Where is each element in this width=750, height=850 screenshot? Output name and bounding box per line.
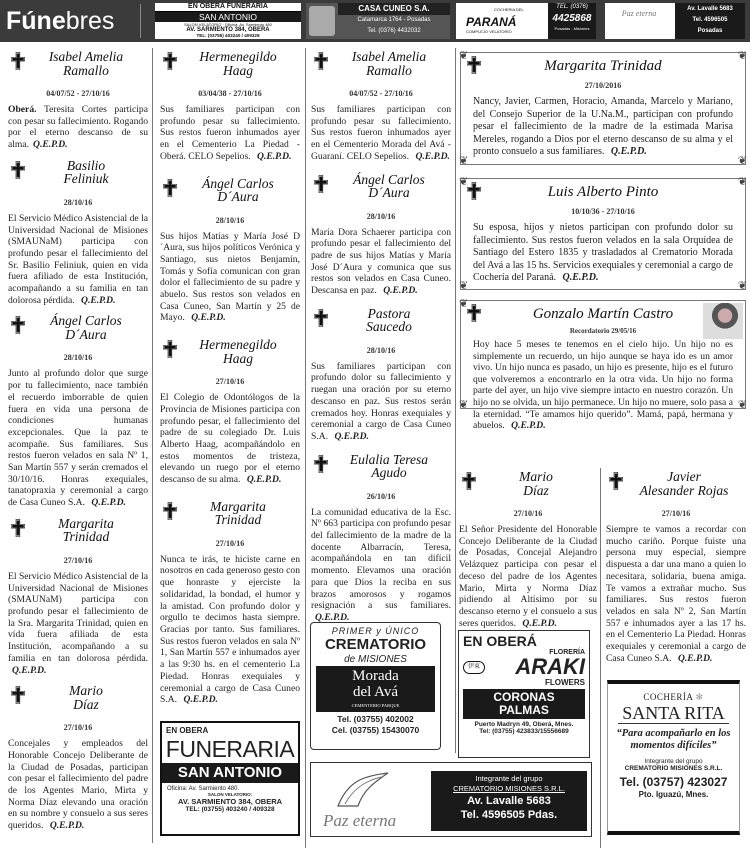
obituary (8, 684, 148, 832)
cross-icon (11, 316, 25, 334)
corner-ornament-icon: ❦ (737, 176, 747, 188)
obituary-date: 28/10/16 (366, 211, 396, 221)
cross-icon (11, 161, 25, 179)
cross-icon (11, 52, 25, 70)
corner-ornament-icon: ❦ (459, 399, 469, 411)
obituary-date: 27/10/2016 (584, 81, 622, 90)
deceased-name: Margarita Trinidad (544, 58, 662, 74)
obituary-date: Recordatorio 29/05/16 (569, 327, 637, 335)
deceased-name: Isabel Amelia Ramallo (351, 49, 427, 78)
corner-ornament-icon: ❦ (459, 176, 469, 188)
column-divider (305, 48, 306, 848)
obituary-date: 27/10/16 (215, 377, 245, 387)
obituary-date: 27/10/16 (63, 723, 93, 733)
column-divider (600, 468, 601, 848)
obituary (8, 159, 148, 307)
obituary-date: 03/04/38 - 27/10/16 (198, 89, 262, 98)
corner-ornament-icon: ❦ (737, 155, 747, 167)
column-3 (311, 50, 451, 624)
obituary-text: Sus familiares participan con profundo pesar su fallecimiento. Sus restos fueron inhumados ayer en el Cementerio La Piedad - Oberá. CELO Sepelios. Q.E.P.D. (160, 104, 300, 162)
obituary (606, 470, 746, 664)
obituary (8, 517, 148, 676)
obituary-text: Sus hijos Matías y María José D´Aura, sus hijos políticos Verónica y Santiago, sus nietos Benjamín, Tomás y Sofía comunican con gran dolor el fallecimiento de su padre y abuelo. Sus restos son velados en Casa Cuneo, San Martín y 25 de Mayo. Q.E.P.D. (160, 230, 300, 324)
obituary-text: María Dora Schaerer participa con profundo pesar el fallecimiento del padre de sus hijos Matías y María José D´Aura y comunica que sus restos son velados en Casa Cuneo. Descansa en paz. Q.E.P.D. (311, 226, 451, 297)
cross-icon (314, 455, 328, 473)
obituary-date: 27/10/16 (661, 509, 691, 518)
obituary-text: La comunidad educativa de la Esc. Nº 663 participa con profundo pesar del fallecimiento de la madre de la docente Albarracín, Teresa, acompañándola en tan difícil momento. Elevamos una oración para que Dios la reciba en sus brazos amorosos y rogamos resignación a sus familiares. Q.E.P.D. (311, 506, 451, 623)
obituary-date: 04/07/52 - 27/10/16 (349, 89, 413, 98)
deceased-name: Javier Alesander Rojas (639, 469, 729, 498)
obituary-text: Hoy hace 5 meses te tenemos en el cielo hijo. Un hijo no es simplemente un recuerdo, un hijo aunque se haya ido es un amor vivo. Un hijo nunca es pasado, un hijo es presente, hijo es el futuro que volveremos a encontrarlo en la otra vida. Un hijo no forma parte del ayer, un hijo vive siempre intacto en nuestro corazón. Un hijo no se olvida, un hijo permanece. Un hijo no muere, solo pasa a la eternidad. “Te amamos hijo querido”. Mamá, papá, hermana y abuelos. Q.E.P.D. (473, 339, 733, 432)
divider (140, 4, 141, 38)
cross-icon (314, 309, 328, 327)
obituary (160, 500, 300, 706)
column-4 (459, 470, 597, 629)
corner-ornament-icon: ❦ (737, 280, 747, 292)
obituary-text: El Colegio de Odontólogos de la Provincia de Misiones participa con profundo pesar, el fallecimiento del padre de su colegiado Dr. Luis Alberto Haag, acompañándolo en estos momentos de tristeza, elevando un ruego por el eterno descanso de su alma. Q.E.P.D. (160, 392, 300, 486)
ad-san-antonio-header: EN OBERA FUNERARIA SAN ANTONIO SALON VELATORIO · Oficina: Av. Sarmiento 480 AV. SARMIENTO 384, OBERA TEL: (03755) 403240 / 409328 (155, 3, 301, 39)
column-5 (606, 470, 746, 664)
ad-cocheria-parana-header: COCHERIA DEL PARANÁ COMPLEJO VELATORIO TEL. (0376) 4425868 Posadas - Misiones (456, 3, 596, 39)
obituary-text: Concejales y empleados del Honorable Concejo Deliberante de la Ciudad de Posadas, participan con pesar el fallecimiento del padre de los Agentes Mario, Mirta y Norma Díaz elevando una oración en su nombre y consuelo a sus seres queridos. Q.E.P.D. (8, 738, 148, 832)
cross-icon (609, 472, 623, 490)
obituary-text: Oberá. Teresita Cortes participa con pesar su fallecimiento. Rogando por el eterno descanso de su alma. Q.E.P.D. (8, 104, 148, 151)
cross-icon (11, 686, 25, 704)
obituary-text: Su esposa, hijos y nietos participan con profundo dolor su fallecimiento. Sus restos fueron velados en la sala Orquídea de Santiago del Estero 1835 y trasladados al Crematorio Morada del Avá a las 15 hs. Servicios exequiales y ceremonial a cargo de Cochería del Paraná. Q.E.P.D. (473, 222, 733, 283)
corner-ornament-icon: ❦ (459, 298, 469, 310)
ad-paz-eterna: Paz eterna Integrante del grupo CREMATORIO MISIONES S.R.L. Av. Lavalle 5683 Tel. 4596505 Pdas. (310, 762, 592, 837)
cross-icon (163, 179, 177, 197)
cross-icon (467, 182, 481, 200)
ad-paz-eterna-header: Paz eterna Av. Lavalle 5683 Tel. 4596505 Posadas (605, 3, 745, 39)
obituary-date: 10/10/36 - 27/10/16 (571, 207, 635, 216)
corner-ornament-icon: ❦ (459, 280, 469, 292)
deceased-name: Pastora Saucedo (366, 305, 412, 335)
cross-icon (163, 502, 177, 520)
obituary (160, 338, 300, 486)
corner-ornament-icon: ❦ (737, 50, 747, 62)
obituary-text: El Servicio Médico Asistencial de la Universidad Nacional de Misiones (SMAUNaM) participa con profundo pesar el fallecimiento del Sr. Basilio Feliniuk, quien en vida fuera afiliado de esta Institución, acompañando a su familia en tan dolorosa pérdida. Q.E.P.D. (8, 212, 148, 306)
obituary-date: 27/10/16 (63, 555, 93, 565)
deceased-name: Isabel Amelia Ramallo (48, 49, 124, 78)
column-2 (160, 50, 300, 706)
section-title: Fúnebres (6, 7, 115, 35)
dove-icon (333, 771, 393, 811)
obituary-date: 28/10/16 (63, 197, 93, 207)
paz-eterna-logo: Paz eterna (323, 771, 403, 831)
cross-icon (467, 56, 481, 74)
obituary (160, 177, 300, 325)
cross-icon (163, 340, 177, 358)
flower-icon: ✻ (695, 692, 704, 702)
column-divider (455, 48, 456, 753)
obituary-date: 28/10/16 (63, 353, 93, 363)
obituary-text: El Señor Presidente del Honorable Concejo Deliberante de la Ciudad de Posadas, Concejal Alejandro Velázquez participa con pesar el deceso del padre de los Agentes Mario, Mirta y Norma Díaz pidiendo al Altísimo por su descanso eterno y el consuelo a sus seres queridos. Q.E.P.D. (459, 524, 597, 629)
obituary (311, 307, 451, 443)
ad-floreria-araki: EN OBERÁ FLORERÍA 伊東 ARAKI FLOWERS CORONAS PALMAS Puerto Madryn 49, Oberá, Mnes. Tel: (03755) 423833/15556689 (458, 630, 590, 758)
obituary-text: Sus familiares participan con profundo dolor su fallecimiento y ruegan una oración por su eterno descanso en paz. Sus restos serán cremados hoy. Honras exequiales y ceremonial a cargo de Casa Cuneo S.A. Q.E.P.D. (311, 360, 451, 442)
obituary-date: 04/07/52 - 27/10/16 (46, 89, 110, 98)
corner-ornament-icon: ❦ (737, 399, 747, 411)
obituary-date: 27/10/16 (215, 538, 245, 548)
obituary-text: Sus familiares participan con profundo pesar su fallecimiento. Sus restos fueron inhumados ayer en el Cementerio Morada del Avá - Guaraní. CELO Sepelios. Q.E.P.D. (311, 104, 451, 162)
ad-funeraria-san-antonio: EN OBERA FUNERARIA SAN ANTONIO Oficina: Av. Sarmiento 480. SALON VELATORIO: AV. SARMIENTO 384, OBERA TEL: (03755) 403240 / 409328 (160, 721, 300, 836)
obituary (8, 314, 148, 508)
deceased-name: Gonzalo Martín Castro (532, 306, 674, 322)
obituary-text: Nancy, Javier, Carmen, Horacio, Amanda, Marcelo y Mariano, del Consejo Superior de la U.Na.M., participan con profundo pesar el fallecimiento de la madre de la estimada Marisa Mereles, rogando a Dios por el eterno descanso de su alma y el pronto consuelo a sus familiares. Q.E.P.D. (473, 96, 733, 157)
deceased-name: Ángel Carlos D´Aura (50, 313, 122, 342)
corner-ornament-icon: ❦ (459, 50, 469, 62)
featured-obituary (460, 178, 746, 290)
obituary (8, 50, 148, 151)
featured-obituary (460, 52, 746, 165)
deceased-name: Ángel Carlos D´Aura (353, 171, 425, 201)
corner-ornament-icon: ❦ (459, 155, 469, 167)
deceased-name: Luis Alberto Pinto (547, 184, 659, 200)
obituary-date: 27/10/16 (513, 509, 543, 518)
casa-cuneo-logo (309, 6, 335, 36)
deceased-name: Basilio Feliniuk (63, 157, 109, 187)
column-1 (8, 50, 148, 832)
obituary (160, 50, 300, 163)
deceased-name: Mario Díaz (519, 469, 553, 498)
obituary (311, 50, 451, 163)
obituary-date: 28/10/16 (366, 345, 396, 355)
obituary-text: Junto al profundo dolor que surge por tu fallecimiento, nace también el recuerdo imborrable de quien fuera en vida una persona de condiciones humanas excepcionales. Que la paz te acompañe. Sus familiares. Sus restos fueron velados en sala Nº 1, San Martín 557 y serán cremados el 30/10/16. Honras exequiales, tanatopraxia y ceremonial a cargo de Casa Cuneo S.A. Q.E.P.D. (8, 368, 148, 509)
obituary-date: 28/10/16 (215, 215, 245, 225)
cross-icon (163, 52, 177, 70)
obituary (311, 453, 451, 624)
deceased-name: Mario Díaz (69, 683, 103, 712)
featured-obituary (459, 298, 747, 432)
deceased-name: Hermenegildo Haag (199, 337, 277, 366)
obituary-date: 26/10/16 (366, 491, 396, 501)
obituary (459, 470, 597, 629)
page-header (0, 0, 750, 42)
ad-crematorio-morada-del-ava: PRIMER y ÚNICO CREMATORIO de MISIONES Morada del Avá CEMENTERIO PARQUE Tel. (03755) 402002 Cel. (03755) 15430070 (310, 622, 441, 750)
deceased-photo (703, 303, 743, 339)
cross-icon (467, 304, 481, 322)
deceased-name: Ángel Carlos D´Aura (202, 175, 274, 205)
deceased-name: Hermenegildo Haag (199, 49, 277, 78)
deceased-name: Margarita Trinidad (58, 515, 114, 545)
cross-icon (11, 519, 25, 537)
cross-icon (462, 472, 476, 490)
obituary-text: El Servicio Médico Asistencial de la Universidad Nacional de Misiones (SMAUNaM) participa con profundo pesar el fallecimiento de la Sra. Margarita Trinidad, quien en vida fuera afiliada de esta Institución, acompañando a su familia en tan dolorosa pérdida. Q.E.P.D. (8, 570, 148, 676)
deceased-name: Eulalia Teresa Agudo (349, 451, 429, 481)
obituary (311, 173, 451, 297)
deceased-name: Margarita Trinidad (210, 498, 266, 528)
cross-icon (314, 52, 328, 70)
paz-eterna-logo: Paz eterna (621, 9, 657, 18)
ad-cocheria-santa-rita: COCHERÍA ✻ SANTA RITA “Para acompañarlo en los momentos difíciles” Integrante del grupo CREMATORIO MISIONES S.R.L. Tel. (03757) 423027 Pto. Iguazú, Mnes. (607, 680, 740, 835)
araki-logo-icon: 伊東 (463, 661, 485, 674)
obituary-text: Siempre te vamos a recordar con mucho cariño. Porque fuiste una persona muy especial, siempre dispuesta a dar una mano a quien lo necesitara, solidaria, buena amiga. Te vamos a extrañar mucho. Sus familiares. Sus restos fueron velados en sala Nº 2, San Martín 557 e inhumados ayer a las 17 hs. en el Cementerio La Piedad. Honras exequiales y ceremonial a cargo de Casa Cuneo S.A. Q.E.P.D. (606, 524, 746, 664)
ad-casa-cuneo-header: CASA CUNEO S.A. Catamarca 1764 - Posadas Tel. (0376) 4432032 (306, 3, 450, 39)
cross-icon (314, 175, 328, 193)
column-divider (152, 48, 153, 843)
obituary-text: Nunca te irás, te hiciste carne en nosotros en cada generoso gesto con que honraste y ejerciste la solidaridad, la bondad, el humor y la amistad. Con profundo dolor y orgullo te decimos hasta siempre. Gracias por tanto. Sus familiares. Sus restos fueron velados en sala Nº 1, San Martín 557 e inhumados ayer a las 9:30 hs. en el cementerio La Piedad. Honras exequiales y ceremonial a cargo de Casa Cuneo S.A. Q.E.P.D. (160, 553, 300, 706)
